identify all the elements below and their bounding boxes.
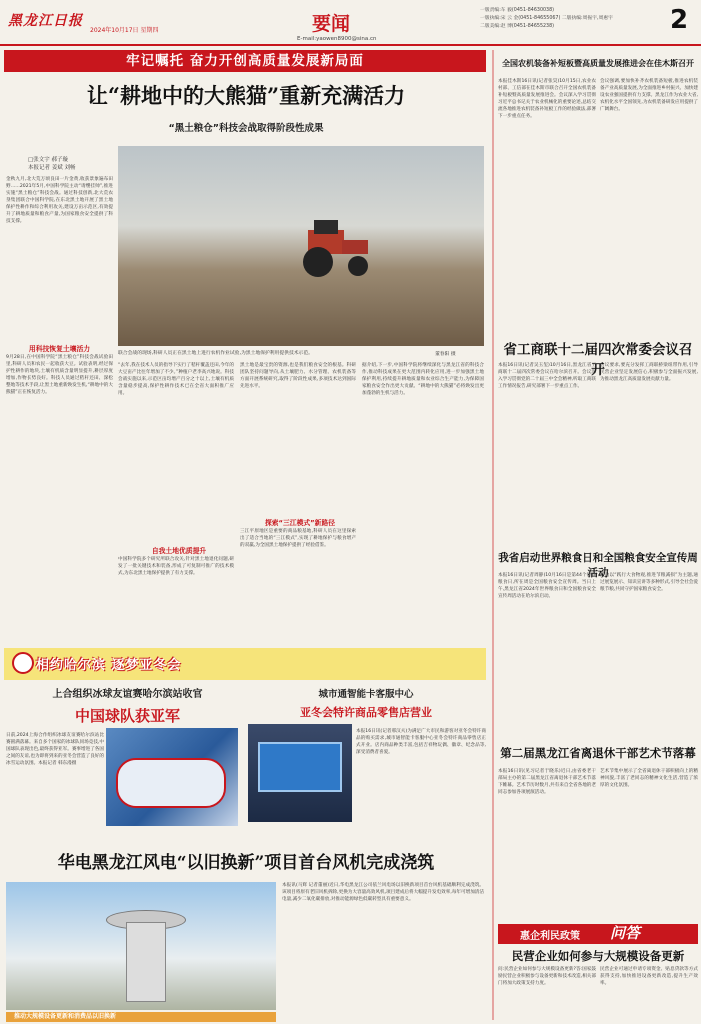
byline-line: 本报记者 姜斌 刘畅 xyxy=(28,165,76,171)
right-body: 本报16日讯(记者吴玉玺)10月16日,黑龙江省工商联十二届四次常委会议在哈尔滨召开。会议深入学习贯彻党的二十届三中全会精神,听取工商联工作情况报告,研究部署下一步重点工作。 xyxy=(498,363,596,389)
huadian-headline[interactable]: 华电黑龙江风电“以旧换新”项目首台风机完成浇筑 xyxy=(57,853,435,873)
right-headline[interactable]: 我省启动世界粮食日和全国粮食安全宣传周活动 xyxy=(498,552,698,579)
theme-banner: 牢记嘱托 奋力开创高质量发展新局面 xyxy=(4,50,486,72)
lead-headline[interactable]: 让“耕地中的大熊猫”重新充满活力 xyxy=(86,83,406,108)
byline-line: □张文宇 郝子璇 xyxy=(28,157,68,163)
tractor-roof xyxy=(314,220,338,234)
hockey-subheadline: 中国球队获亚军 xyxy=(74,707,180,725)
tractor-illustration xyxy=(288,216,378,280)
lead-byline xyxy=(28,156,76,172)
wind-turbine-photo xyxy=(6,882,276,1010)
city-headline[interactable]: 城市通智能卡客服中心 xyxy=(318,689,414,700)
right-body: 本报16日讯(记者周静)10月16日是第44个世界粮食日,所在周是全国粮食安全宣传周。当日上午,黑龙江省2024年世界粮食日和全国粮食安全宣传周活动在哈尔滨启动。 xyxy=(498,573,596,599)
turbine-base xyxy=(126,922,166,1002)
right-headline[interactable]: 民营企业如何参与大规模设备更新 xyxy=(511,949,685,963)
photo-credit: 董春阳 摄 xyxy=(435,352,456,357)
lead-body: 9月28日,在中国科学院“黑土粮仓”科技会战试验田里,科研人员和农民一起收获大豆。试验表明,经过保护性耕作的地块,土壤有机质含量明显提升,耕层厚度增加,作物长势良好。科技人员通过秸秆还田、深松整地等技术手段,让黑土地重新焕发生机,“耕地中的大熊猫”正在恢复活力。 xyxy=(6,355,113,395)
masthead xyxy=(0,0,701,46)
lead-intro: 金秋九月,北大荒万顷良田一片金黄,收获景象遍布田野……2021年5月,中国科学院主动“请缨挂帅”,推进实施“黑土粮仓”科技会战。通过科技创新,北大荒农垦集团联合中国科学院,在东北黑土地开展了黑土地保护性耕作和综合利用攻关,建设万亩示范区,有效提升了耕地质量和粮食产量,为国家粮食安全提供了科技支撑。 xyxy=(6,177,113,224)
hotline-line: 一版责编:车 毅(0451-84630038) xyxy=(480,8,555,13)
hotline-line: 二版美编:赵 博(0451-84655238) xyxy=(480,24,555,29)
right-body: 活动以“践行大食物观,推进节粮减损”为主题,通过展览展示、知识宣讲等多种形式,引导全社会爱粮节粮,共同守护国家粮食安全。 xyxy=(600,573,698,592)
editor-hotlines xyxy=(480,7,613,31)
lead-body: “去年,我在技术人员的指导下实行了秸秆覆盖还田,今年的大豆亩产比往年增加了不少。”种植户老李高兴地说。科技会战实施以来,示范区亩均增产百分之十以上,土壤有机质含量稳步提高,保护性耕作技术已在全省大面积推广应用。 xyxy=(118,363,234,396)
right-headline[interactable]: 全国农机装备补短板暨高质量发展推进会在佳木斯召开 xyxy=(502,59,694,68)
city-subheadline: 亚冬会特许商品零售店营业 xyxy=(300,706,432,719)
mascot-icon xyxy=(12,652,34,674)
page-number: 2 xyxy=(670,5,689,35)
lead-body: 据介绍,下一步,中国科学院将继续深化与黑龙江省的科技合作,推动科技成果在更大范围内转化应用,进一步加强黑土地保护利用,持续提升耕地质量和农业综合生产能力,为保障国家粮食安全作出更大贡献。“耕地中的大熊猫”必将焕发出更加蓬勃的生机与活力。 xyxy=(362,363,484,396)
dateline: 2024年10月17日 星期四 xyxy=(90,27,159,34)
photo-caption: 联合会战的现场,科研人员正在黑土地上进行农机作业试验,为黑土地保护利用提供技术示范。 xyxy=(118,351,313,356)
right-body: 艺术节集中展示了全省离退休干部积极向上的精神风貌,丰富了老同志的精神文化生活,营造了浓厚的文化氛围。 xyxy=(600,769,698,788)
section-heading: 用科技恢复土壤活力 xyxy=(28,345,91,353)
store-photo xyxy=(248,724,352,822)
section-title: 要闻 xyxy=(312,13,351,35)
city-body: 本报16日讯(记者邢汉夫)为满足广大市民和游客对亚冬会特许商品的购买需求,城市通智能卡客服中心亚冬会特许商品零售店正式开业。店内商品种类丰富,包括吉祥物玩偶、徽章、纪念品等,深受消费者喜爱。 xyxy=(356,729,486,755)
hockey-photo xyxy=(106,728,238,826)
lead-body: 三江平原地区是重要的商品粮基地,科研人员在这里探索出了适合当地的“三江模式”,实现了耕地保护与粮食增产的双赢,为全国黑土地保护提供了经验借鉴。 xyxy=(240,529,356,548)
right-body: 会议要求,要充分发挥工商联桥梁纽带作用,引导民营企业坚定发展信心,积极参与全面振兴发展,为推动黑龙江高质量发展贡献力量。 xyxy=(600,363,698,382)
right-body: 本报佳木斯16日讯(记者张昊)10月15日,农业农村部、工信部在佳木斯市联合召开全国农机装备补短板暨高质量发展推进会。会议深入学习贯彻习近平总书记关于农业机械化的重要论述,总结交流各地推进农机装备补短板工作的经验做法,部署下一步重点任务。 xyxy=(498,79,596,119)
qa-label: 惠企利民政策 xyxy=(520,931,580,942)
lead-body: 黑土地是最宝贵的资源,也是我们粮食安全的根基。科研团队坚持问题导向,从土壤肥力、水分管理、农机装备等方面开展系统研究,取得了阶段性成果,多项技术达到国际先进水平。 xyxy=(240,363,356,389)
tractor-rear-wheel xyxy=(303,247,333,277)
right-body: 民营企业可通过申请专项资金、贴息贷款等方式获得支持,加快推进设备更新改造,提升生产效率。 xyxy=(600,967,698,986)
display-screen xyxy=(258,742,342,792)
huadian-body: 本报讯(马辉 记者董丽)近日,华电黑龙江公司依兰风电场以旧换新项目首台风机基础顺利完成浇筑。该项目将原有老旧风机拆除,更换为大容量高效风机,项目建成后将大幅提升发电效率,每年可增加清洁电量,减少二氧化碳排放,对推动能源绿色低碳转型具有重要意义。 xyxy=(282,883,484,902)
hotline-line: 一版执编:宋 云 金(0451-84655067) 二版执编:周振宇,周惠宇 xyxy=(480,16,613,21)
footer-theme-bar: 推动大规模设备更新和消费品以旧换新 xyxy=(6,1012,276,1022)
newspaper-logo: 黑龙江日报 xyxy=(8,13,83,29)
right-body: 问:民营企业如何参与大规模设备更新?答:国家鼓励民营企业积极参与设备更新和技术改造,相关部门将加大政策支持力度。 xyxy=(498,967,596,986)
right-headline[interactable]: 第二届黑龙江省离退休干部艺术节落幕 xyxy=(500,746,696,760)
column-divider xyxy=(492,50,494,1020)
band-title: 相约哈尔滨 逐梦亚冬会 xyxy=(36,658,182,673)
hockey-body: 日前,2024上海合作组织冰球友谊赛哈尔滨站比赛圆满落幕。来自多个国家的冰球队同场竞技,中国球队表现出色,最终获得亚军。赛事增进了各国之间的友谊,也为即将到来的亚冬会营造了良好的冰雪运动氛围。本报记者 韩东漫摄 xyxy=(6,733,104,766)
right-body: 本报16日讯(见习记者于晓乐)近日,由省委老干部局主办的第二届黑龙江省离退休干部艺术节落下帷幕。艺术节历时数月,共有来自全省各地的老同志参加各项展演活动。 xyxy=(498,769,596,795)
section-email[interactable]: E-mail:yaowen8900@sina.cn xyxy=(297,36,377,42)
lead-photo xyxy=(118,146,484,346)
tractor-hood xyxy=(342,240,368,254)
right-headline[interactable]: 省工商联十二届四次常委会议召开 xyxy=(503,342,693,378)
hockey-headline[interactable]: 上合组织冰球友谊赛哈尔滨站收官 xyxy=(52,689,203,700)
tractor-front-wheel xyxy=(348,256,368,276)
right-body: 会议强调,要加快补齐农机装备短板,推进农机装备产业高质量发展,为全面推进乡村振兴、加快建设农业强国提供有力支撑。黑龙江作为农业大省,农机化水平全国领先,为农机装备研发应用提供了广阔舞台。 xyxy=(600,79,698,112)
section-heading: 自我土地优质提升 xyxy=(151,547,207,555)
lead-body: 中国科学院多个研究所联合攻关,针对黑土地退化问题,研发了一批关键技术和装备,形成了可复制可推广的技术模式,为东北黑土地保护提供了有力支撑。 xyxy=(118,557,234,576)
qa-tag: 问答 xyxy=(610,924,641,942)
lead-subheadline: “黑土粮仓”科技会战取得阶段性成果 xyxy=(168,123,324,134)
section-heading: 探索“三江模式”新路径 xyxy=(264,519,336,527)
ice-rink xyxy=(116,758,226,808)
